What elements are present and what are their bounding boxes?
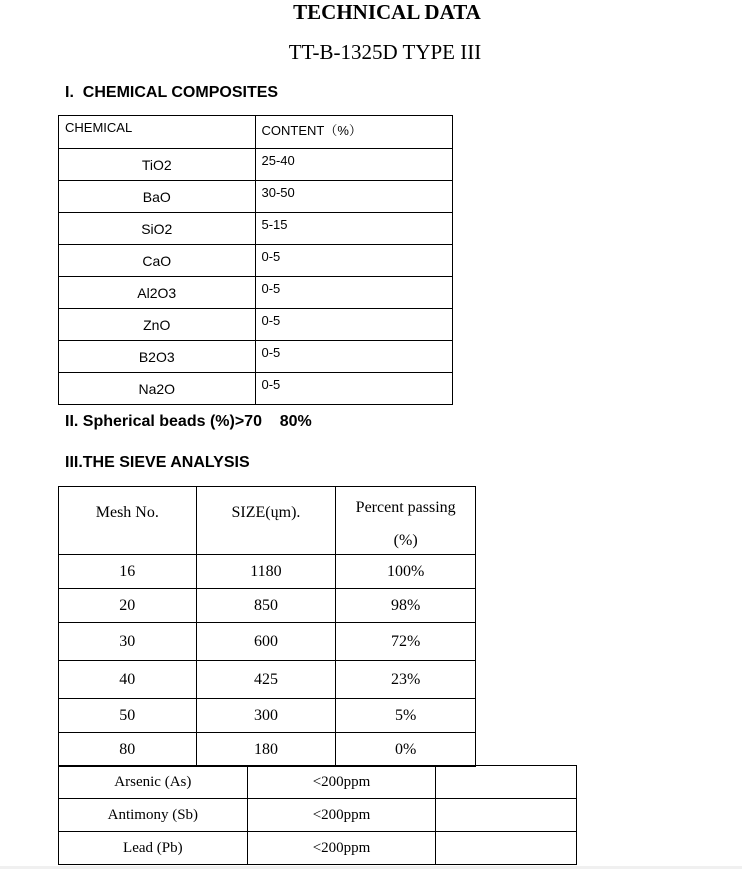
content-cell: 0-5 xyxy=(255,245,453,277)
document-title: TECHNICAL DATA xyxy=(293,0,481,24)
chemical-cell: B2O3 xyxy=(59,341,256,373)
chemical-cell: CaO xyxy=(59,245,256,277)
passing-cell: 5% xyxy=(336,699,476,733)
mesh-cell: 20 xyxy=(59,589,197,623)
column-header-percent-label: Percent passing xyxy=(355,499,456,516)
table-row xyxy=(59,373,453,405)
section-heading-spherical-beads: II. Spherical beads (%)>70 80% xyxy=(65,413,312,430)
table-header-row xyxy=(59,487,476,555)
table-row xyxy=(59,181,453,213)
empty-cell xyxy=(436,799,577,832)
size-cell: 300 xyxy=(196,699,336,733)
mesh-cell: 40 xyxy=(59,661,197,699)
table-header-row xyxy=(59,116,453,149)
element-cell: Antimony (Sb) xyxy=(59,799,248,832)
table-row xyxy=(59,555,476,589)
passing-cell: 23% xyxy=(336,661,476,699)
size-cell: 425 xyxy=(196,661,336,699)
column-header-size-label: SIZE(ųm). xyxy=(231,504,301,521)
chemical-composites-table xyxy=(58,115,453,405)
column-header-percent-passing xyxy=(336,487,476,555)
table-row xyxy=(59,832,577,865)
column-header-mesh xyxy=(59,487,197,555)
content-cell: 0-5 xyxy=(255,373,453,405)
column-header-percent-unit: (%) xyxy=(393,532,418,549)
limit-cell: <200ppm xyxy=(247,799,436,832)
element-cell: Arsenic (As) xyxy=(59,766,248,799)
table-row xyxy=(59,149,453,181)
section-heading-sieve-analysis: III.THE SIEVE ANALYSIS xyxy=(65,454,250,471)
section-heading-chemical-composites: I. CHEMICAL COMPOSITES xyxy=(65,84,279,101)
passing-cell: 72% xyxy=(336,623,476,661)
mesh-cell: 30 xyxy=(59,623,197,661)
chemical-cell: Na2O xyxy=(59,373,256,405)
table-row xyxy=(59,245,453,277)
passing-cell: 98% xyxy=(336,589,476,623)
table-row xyxy=(59,766,577,799)
table-row xyxy=(59,623,476,661)
chemical-cell: TiO2 xyxy=(59,149,256,181)
table-row xyxy=(59,341,453,373)
table-row xyxy=(59,309,453,341)
mesh-cell: 16 xyxy=(59,555,197,589)
sieve-analysis-table xyxy=(58,486,476,767)
size-cell: 850 xyxy=(196,589,336,623)
column-header-size xyxy=(196,487,336,555)
table-row xyxy=(59,213,453,245)
column-header-mesh-label: Mesh No. xyxy=(95,504,159,521)
table-row xyxy=(59,277,453,309)
passing-cell: 0% xyxy=(336,733,476,767)
column-header-content: CONTENT（%） xyxy=(255,116,453,149)
content-cell: 0-5 xyxy=(255,277,453,309)
content-cell: 0-5 xyxy=(255,341,453,373)
limit-cell: <200ppm xyxy=(247,766,436,799)
column-header-chemical: CHEMICAL xyxy=(59,116,256,149)
content-cell: 5-15 xyxy=(255,213,453,245)
element-cell: Lead (Pb) xyxy=(59,832,248,865)
size-cell: 600 xyxy=(196,623,336,661)
mesh-cell: 50 xyxy=(59,699,197,733)
impurity-limits-table xyxy=(58,765,577,865)
content-cell: 25-40 xyxy=(255,149,453,181)
content-cell: 30-50 xyxy=(255,181,453,213)
mesh-cell: 80 xyxy=(59,733,197,767)
size-cell: 1180 xyxy=(196,555,336,589)
table-row xyxy=(59,733,476,767)
content-cell: 0-5 xyxy=(255,309,453,341)
chemical-cell: ZnO xyxy=(59,309,256,341)
empty-cell xyxy=(436,832,577,865)
document-subtitle: TT-B-1325D TYPE III xyxy=(288,40,482,64)
chemical-cell: BaO xyxy=(59,181,256,213)
passing-cell: 100% xyxy=(336,555,476,589)
size-cell: 180 xyxy=(196,733,336,767)
table-row xyxy=(59,661,476,699)
table-row xyxy=(59,799,577,832)
limit-cell: <200ppm xyxy=(247,832,436,865)
table-row xyxy=(59,589,476,623)
chemical-cell: SiO2 xyxy=(59,213,256,245)
empty-cell xyxy=(436,766,577,799)
table-row xyxy=(59,699,476,733)
chemical-cell: Al2O3 xyxy=(59,277,256,309)
